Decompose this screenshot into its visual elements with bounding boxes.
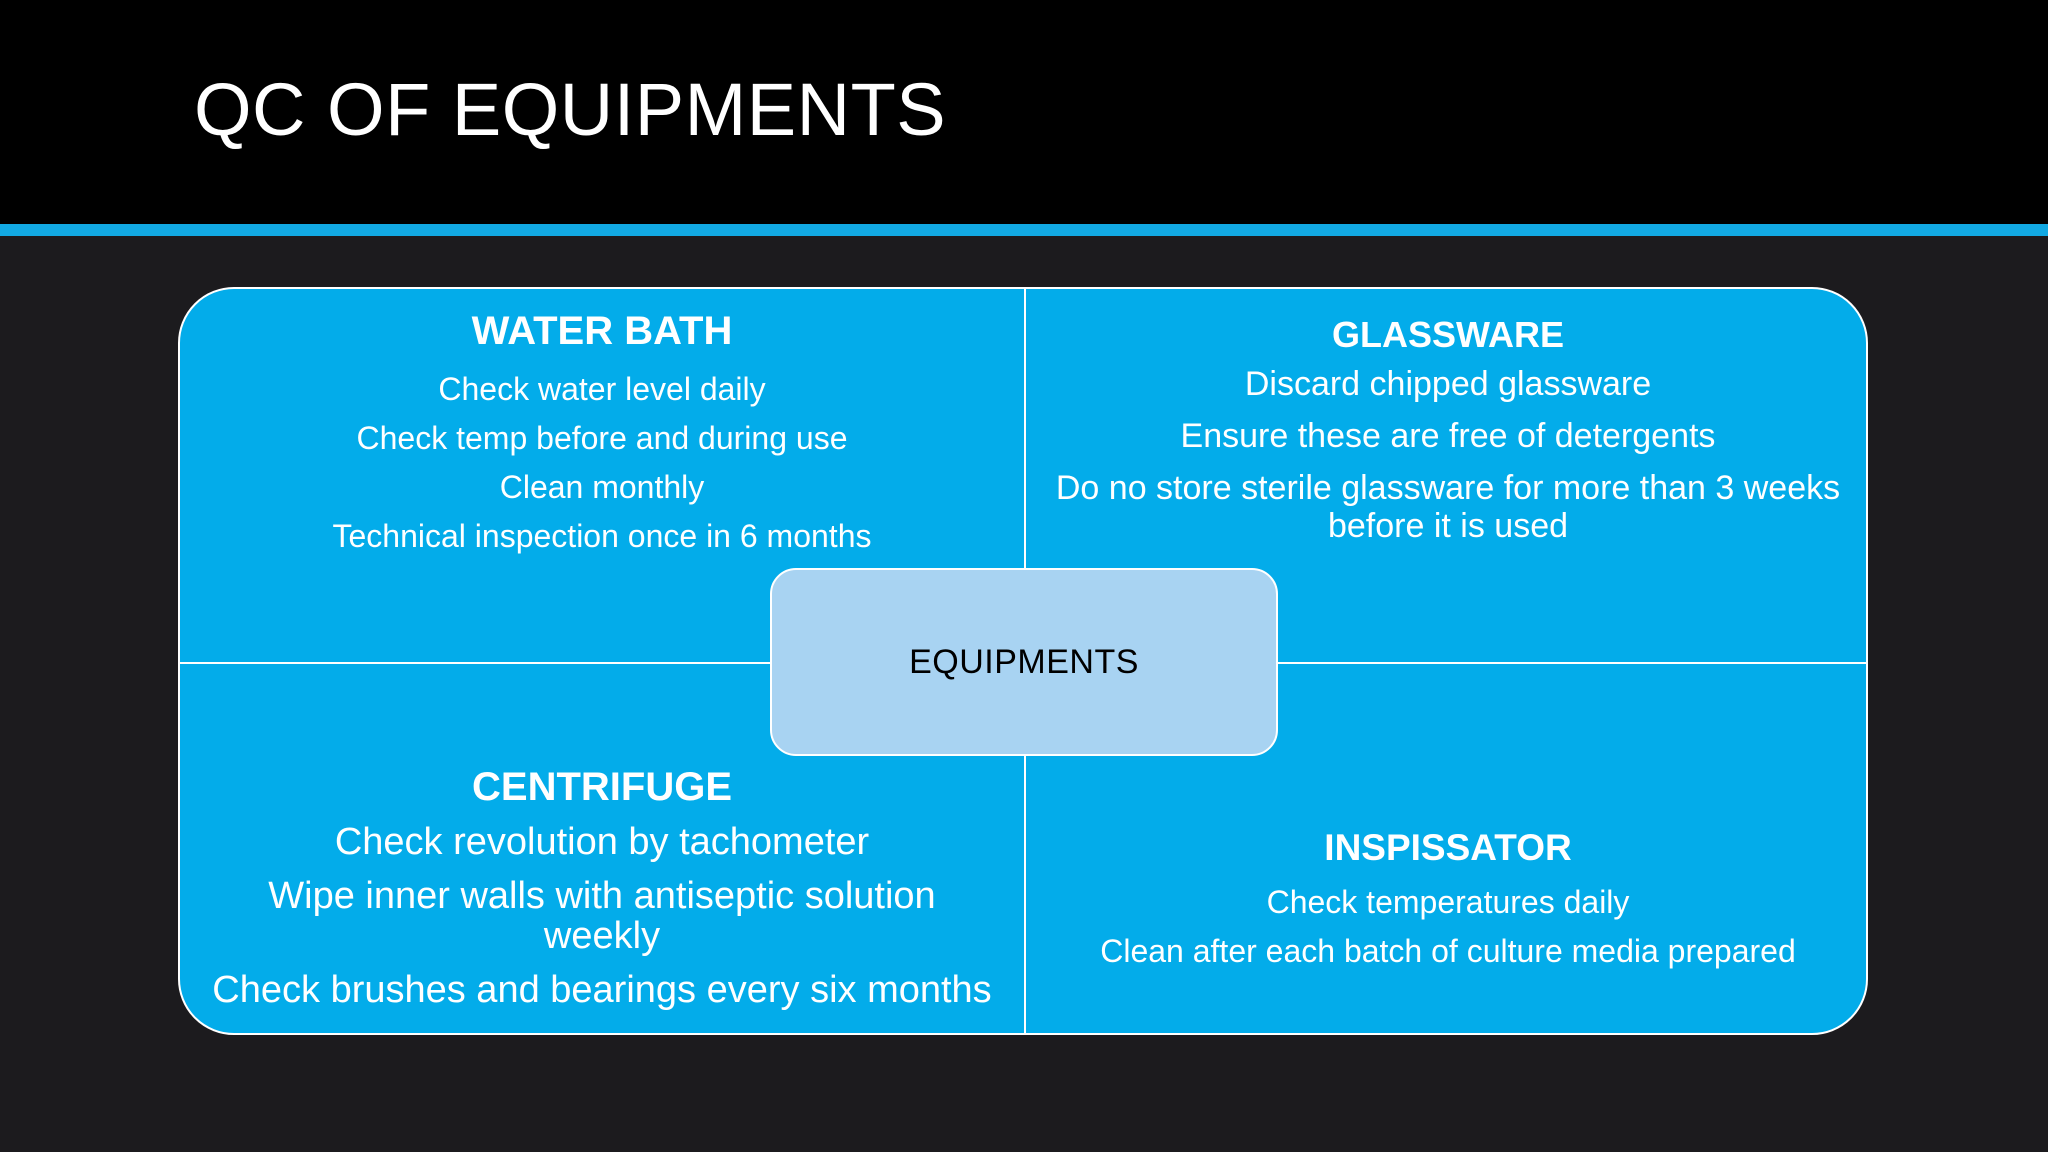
slide-title: QC OF EQUIPMENTS xyxy=(194,68,947,151)
accent-bar xyxy=(0,224,2048,236)
quadrant-item: Clean after each batch of culture media prepared xyxy=(1100,933,1796,969)
quadrant-heading: INSPISSATOR xyxy=(1324,827,1572,868)
quadrant-centrifuge xyxy=(200,760,1004,1024)
quadrant-heading: CENTRIFUGE xyxy=(472,765,732,809)
quadrant-item: Technical inspection once in 6 months xyxy=(332,518,872,554)
quadrant-item: Check brushes and bearings every six months xyxy=(212,969,992,1011)
quadrant-heading: WATER BATH xyxy=(471,309,733,353)
quadrant-item: Wipe inner walls with antiseptic solution weekly xyxy=(268,875,936,957)
quadrant-item: Discard chipped glassware xyxy=(1244,365,1652,403)
quadrant-heading: GLASSWARE xyxy=(1331,314,1564,355)
quadrant-water-bath xyxy=(200,303,1004,561)
center-label: EQUIPMENTS xyxy=(909,642,1139,681)
quadrant-item: Check revolution by tachometer xyxy=(334,821,870,863)
quadrant-item: Check temp before and during use xyxy=(356,420,848,456)
quadrant-item: Ensure these are free of detergents xyxy=(1180,417,1716,455)
center-node xyxy=(770,568,1278,756)
quadrant-glassware xyxy=(1046,309,1850,559)
quadrant-inspissator xyxy=(1046,822,1850,976)
quadrant-item: Clean monthly xyxy=(499,469,705,505)
quadrant-item: Do no store sterile glassware for more than 3 weeks before it is used xyxy=(1055,469,1841,545)
quadrant-item: Check water level daily xyxy=(438,371,766,407)
title-bar xyxy=(0,0,2048,224)
quadrant-item: Check temperatures daily xyxy=(1266,884,1630,920)
